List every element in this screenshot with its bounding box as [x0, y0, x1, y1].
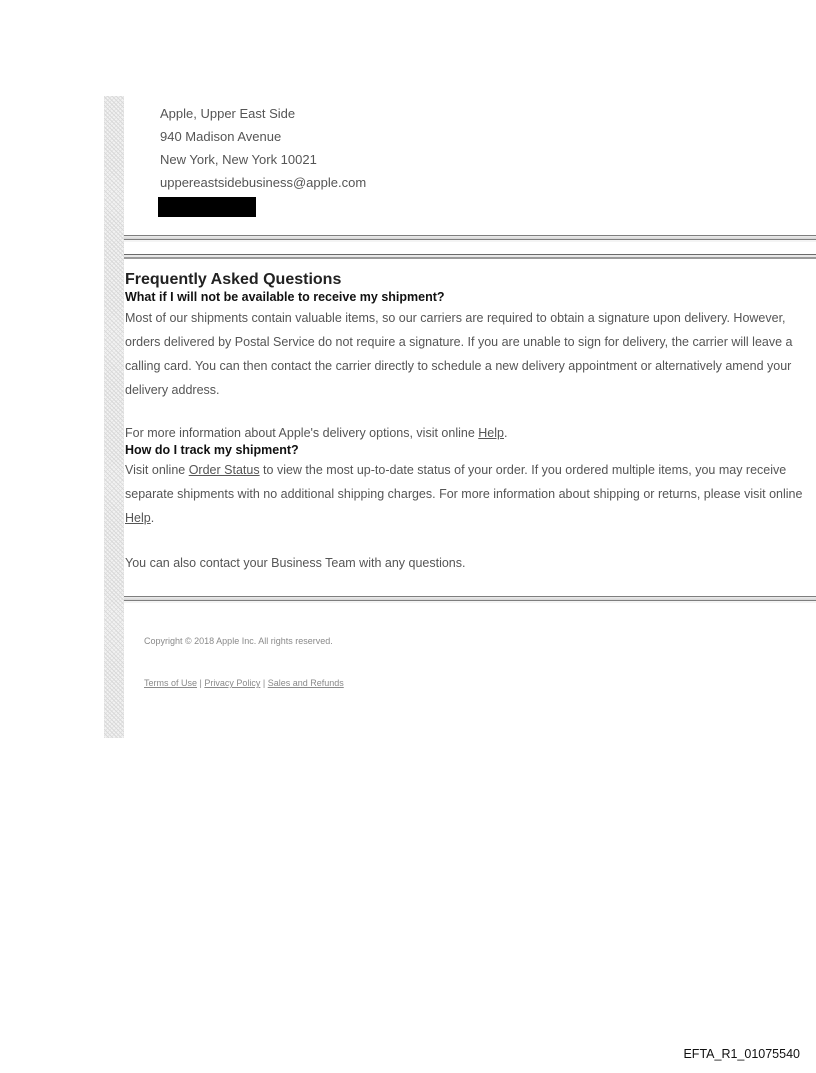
- track-text-middle: to view the most up-to-date status of your order. If you ordered multiple items, you may receive separate shipments with no additional shipping charges. For more information about shipping or returns, please visit online: [125, 463, 803, 501]
- track-text-suffix: .: [150, 511, 155, 525]
- order-status-link[interactable]: Order Status: [188, 463, 260, 477]
- store-street: 940 Madison Avenue: [160, 129, 282, 144]
- delivery-options-text: For more information about Apple's delivery options, visit online: [125, 426, 479, 440]
- document-id: EFTA_R1_01075540: [683, 1047, 800, 1061]
- footer-separator: |: [260, 678, 268, 688]
- privacy-policy-link[interactable]: Privacy Policy: [204, 678, 261, 688]
- business-team-contact: You can also contact your Business Team with any questions.: [125, 556, 466, 570]
- faq-answer-availability: Most of our shipments contain valuable items, so our carriers are required to obtain a signature upon delivery. However, orders delivered by Postal Service do not require a signature. If you are unable to sign for delivery, the carrier will leave a calling card. You can then contact the carrier directly to schedule a new delivery appointment or alternatively amend your delivery address.: [125, 311, 793, 397]
- store-name: Apple, Upper East Side: [160, 106, 296, 121]
- section-divider-thin: [124, 254, 816, 259]
- help-link-2[interactable]: Help: [125, 511, 151, 525]
- sales-refunds-link[interactable]: Sales and Refunds: [267, 678, 344, 688]
- footer-separator: |: [197, 678, 205, 688]
- section-divider: [124, 235, 816, 242]
- store-email[interactable]: uppereastsidebusiness@apple.com: [160, 175, 367, 190]
- faq-question-availability: What if I will not be available to receive my shipment?: [125, 290, 445, 304]
- faq-answer-track: [125, 458, 805, 530]
- decorative-side-strip: [104, 96, 124, 738]
- faq-question-track: How do I track my shipment?: [125, 443, 299, 457]
- redaction-block: [158, 197, 256, 217]
- track-text-prefix: Visit online: [125, 463, 189, 477]
- help-link[interactable]: Help: [478, 426, 504, 440]
- terms-of-use-link[interactable]: Terms of Use: [144, 678, 198, 688]
- copyright-text: Copyright © 2018 Apple Inc. All rights reserved.: [144, 636, 333, 646]
- footer-divider: [124, 596, 816, 603]
- footer-links: [144, 678, 344, 688]
- delivery-options-info: [125, 421, 805, 445]
- store-city: New York, New York 10021: [160, 152, 317, 167]
- delivery-options-period: .: [503, 426, 508, 440]
- store-address: [160, 102, 366, 194]
- faq-title: Frequently Asked Questions: [125, 271, 342, 288]
